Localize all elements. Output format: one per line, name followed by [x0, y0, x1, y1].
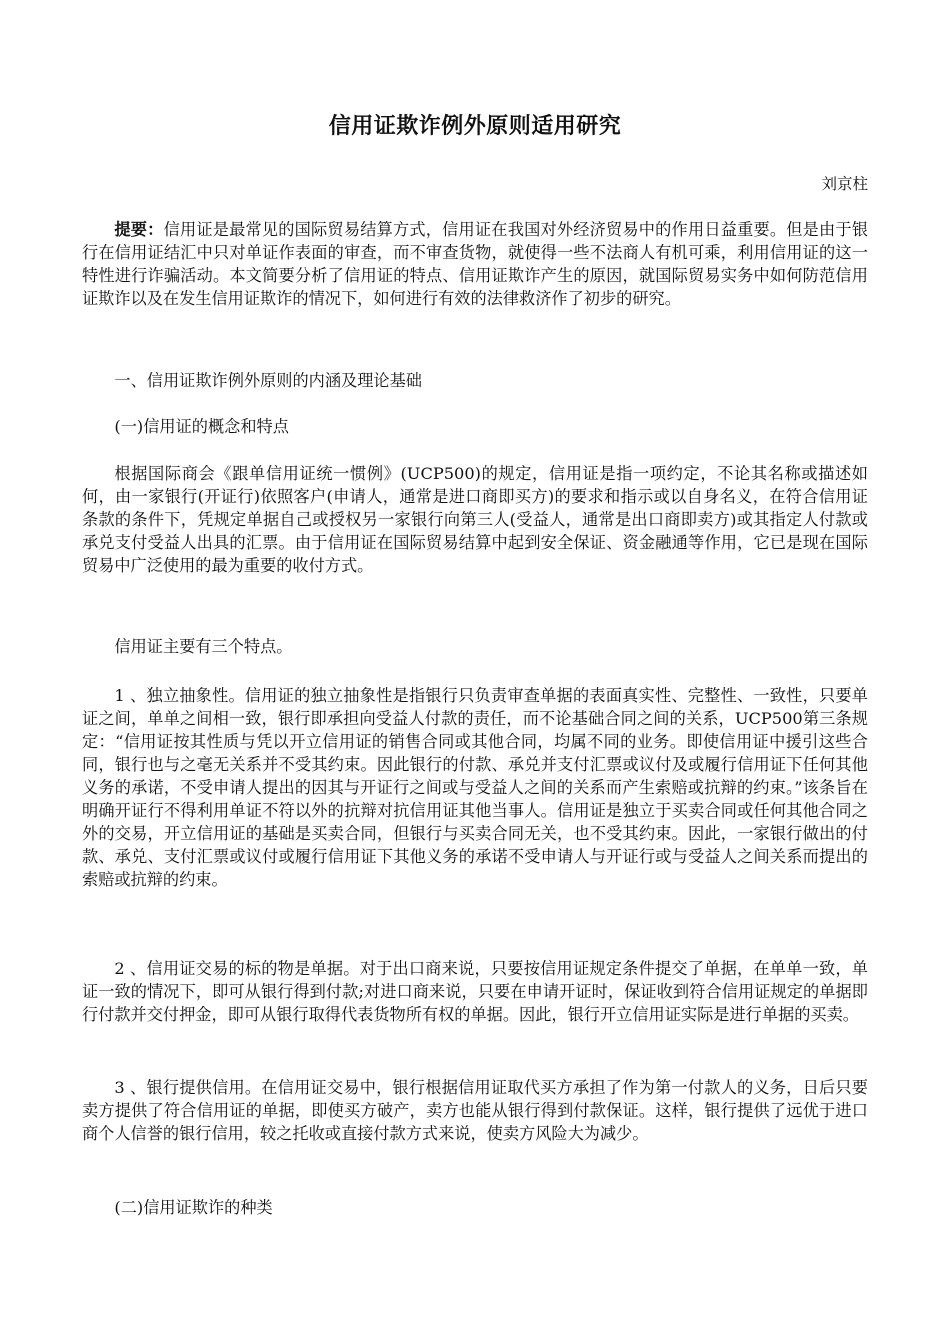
section-heading-1: 一、信用证欺诈例外原则的内涵及理论基础 [114, 371, 422, 390]
abstract-text: 信用证是最常见的国际贸易结算方式，信用证在我国对外经济贸易中的作用日益重要。但是由于银行在信用证结汇中只对单证作表面的审查，而不审查货物，就使得一些不法商人有机可乘，利用信用证的这一特性进行诈骗活动。本文简要分析了信用证的特点、信用证欺诈产生的原因，就国际贸易实务中如何防范信用证欺诈以及在发生信用证欺诈的情况下，如何进行有效的法律救济作了初步的研究。 [82, 220, 869, 308]
subsection-heading-1: (一)信用证的概念和特点 [114, 417, 289, 436]
author-name: 刘京柱 [821, 175, 868, 193]
abstract-paragraph [82, 218, 868, 310]
paragraph-feature-1: 1 、独立抽象性。信用证的独立抽象性是指银行只负责审查单据的表面真实性、完整性、一致性，只要单证之间，单单之间相一致，银行即承担向受益人付款的责任，而不论基础合同之间的关系，UCP500第三条规定：“信用证按其性质与凭以开立信用证的销售合同或其他合同，均属不同的业务。即使信用证中援引这些合同，银行也与之毫无关系并不受其约束。因此银行的付款、承兑并支付汇票或议付及或履行信用证下任何其他义务的承诺，不受申请人提出的因其与开证行之间或与受益人之间的关系而产生索赔或抗辩的约束。”该条旨在明确开证行不得利用单证不符以外的抗辩对抗信用证其他当事人。信用证是独立于买卖合同或任何其他合同之外的交易，开立信用证的基础是买卖合同，但银行与买卖合同无关，也不受其约束。因此，一家银行做出的付款、承兑、支付汇票或议付或履行信用证下其他义务的承诺不受申请人与开证行或与受益人之间关系而提出的索赔或抗辩的约束。 [82, 686, 868, 889]
abstract-label: 提要： [114, 220, 164, 239]
paragraph-three-features: 信用证主要有三个特点。 [114, 637, 293, 656]
document-title: 信用证欺诈例外原则适用研究 [328, 114, 622, 139]
paragraph-feature-3: 3 、银行提供信用。在信用证交易中，银行根据信用证取代买方承担了作为第一付款人的义务，日后只要卖方提供了符合信用证的单据，即使买方破产，卖方也能从银行得到付款保证。这样，银行提供了远优于进口商个人信誉的银行信用，较之托收或直接付款方式来说，使卖方风险大为减少。 [82, 1078, 868, 1143]
subsection-heading-2: (二)信用证欺诈的种类 [114, 1198, 273, 1217]
paragraph-feature-2: 2 、信用证交易的标的物是单据。对于出口商来说，只要按信用证规定条件提交了单据，在单单一致，单证一致的情况下，即可从银行得到付款;对进口商来说，只要在申请开证时，保证收到符合信用证规定的单据即行付款并交付押金，即可从银行取得代表货物所有权的单据。因此，银行开立信用证实际是进行单据的买卖。 [82, 959, 868, 1024]
paragraph-definition: 根据国际商会《跟单信用证统一惯例》(UCP500)的规定，信用证是指一项约定，不论其名称或描述如何，由一家银行(开证行)依照客户(申请人，通常是进口商即买方)的要求和指示或以自身名义，在符合信用证条款的条件下，凭规定单据自己或授权另一家银行向第三人(受益人，通常是出口商即卖方)或其指定人付款或承兑支付受益人出具的汇票。由于信用证在国际贸易结算中起到安全保证、资金融通等作用，它已是现在国际贸易中广泛使用的最为重要的收付方式。 [82, 464, 868, 575]
